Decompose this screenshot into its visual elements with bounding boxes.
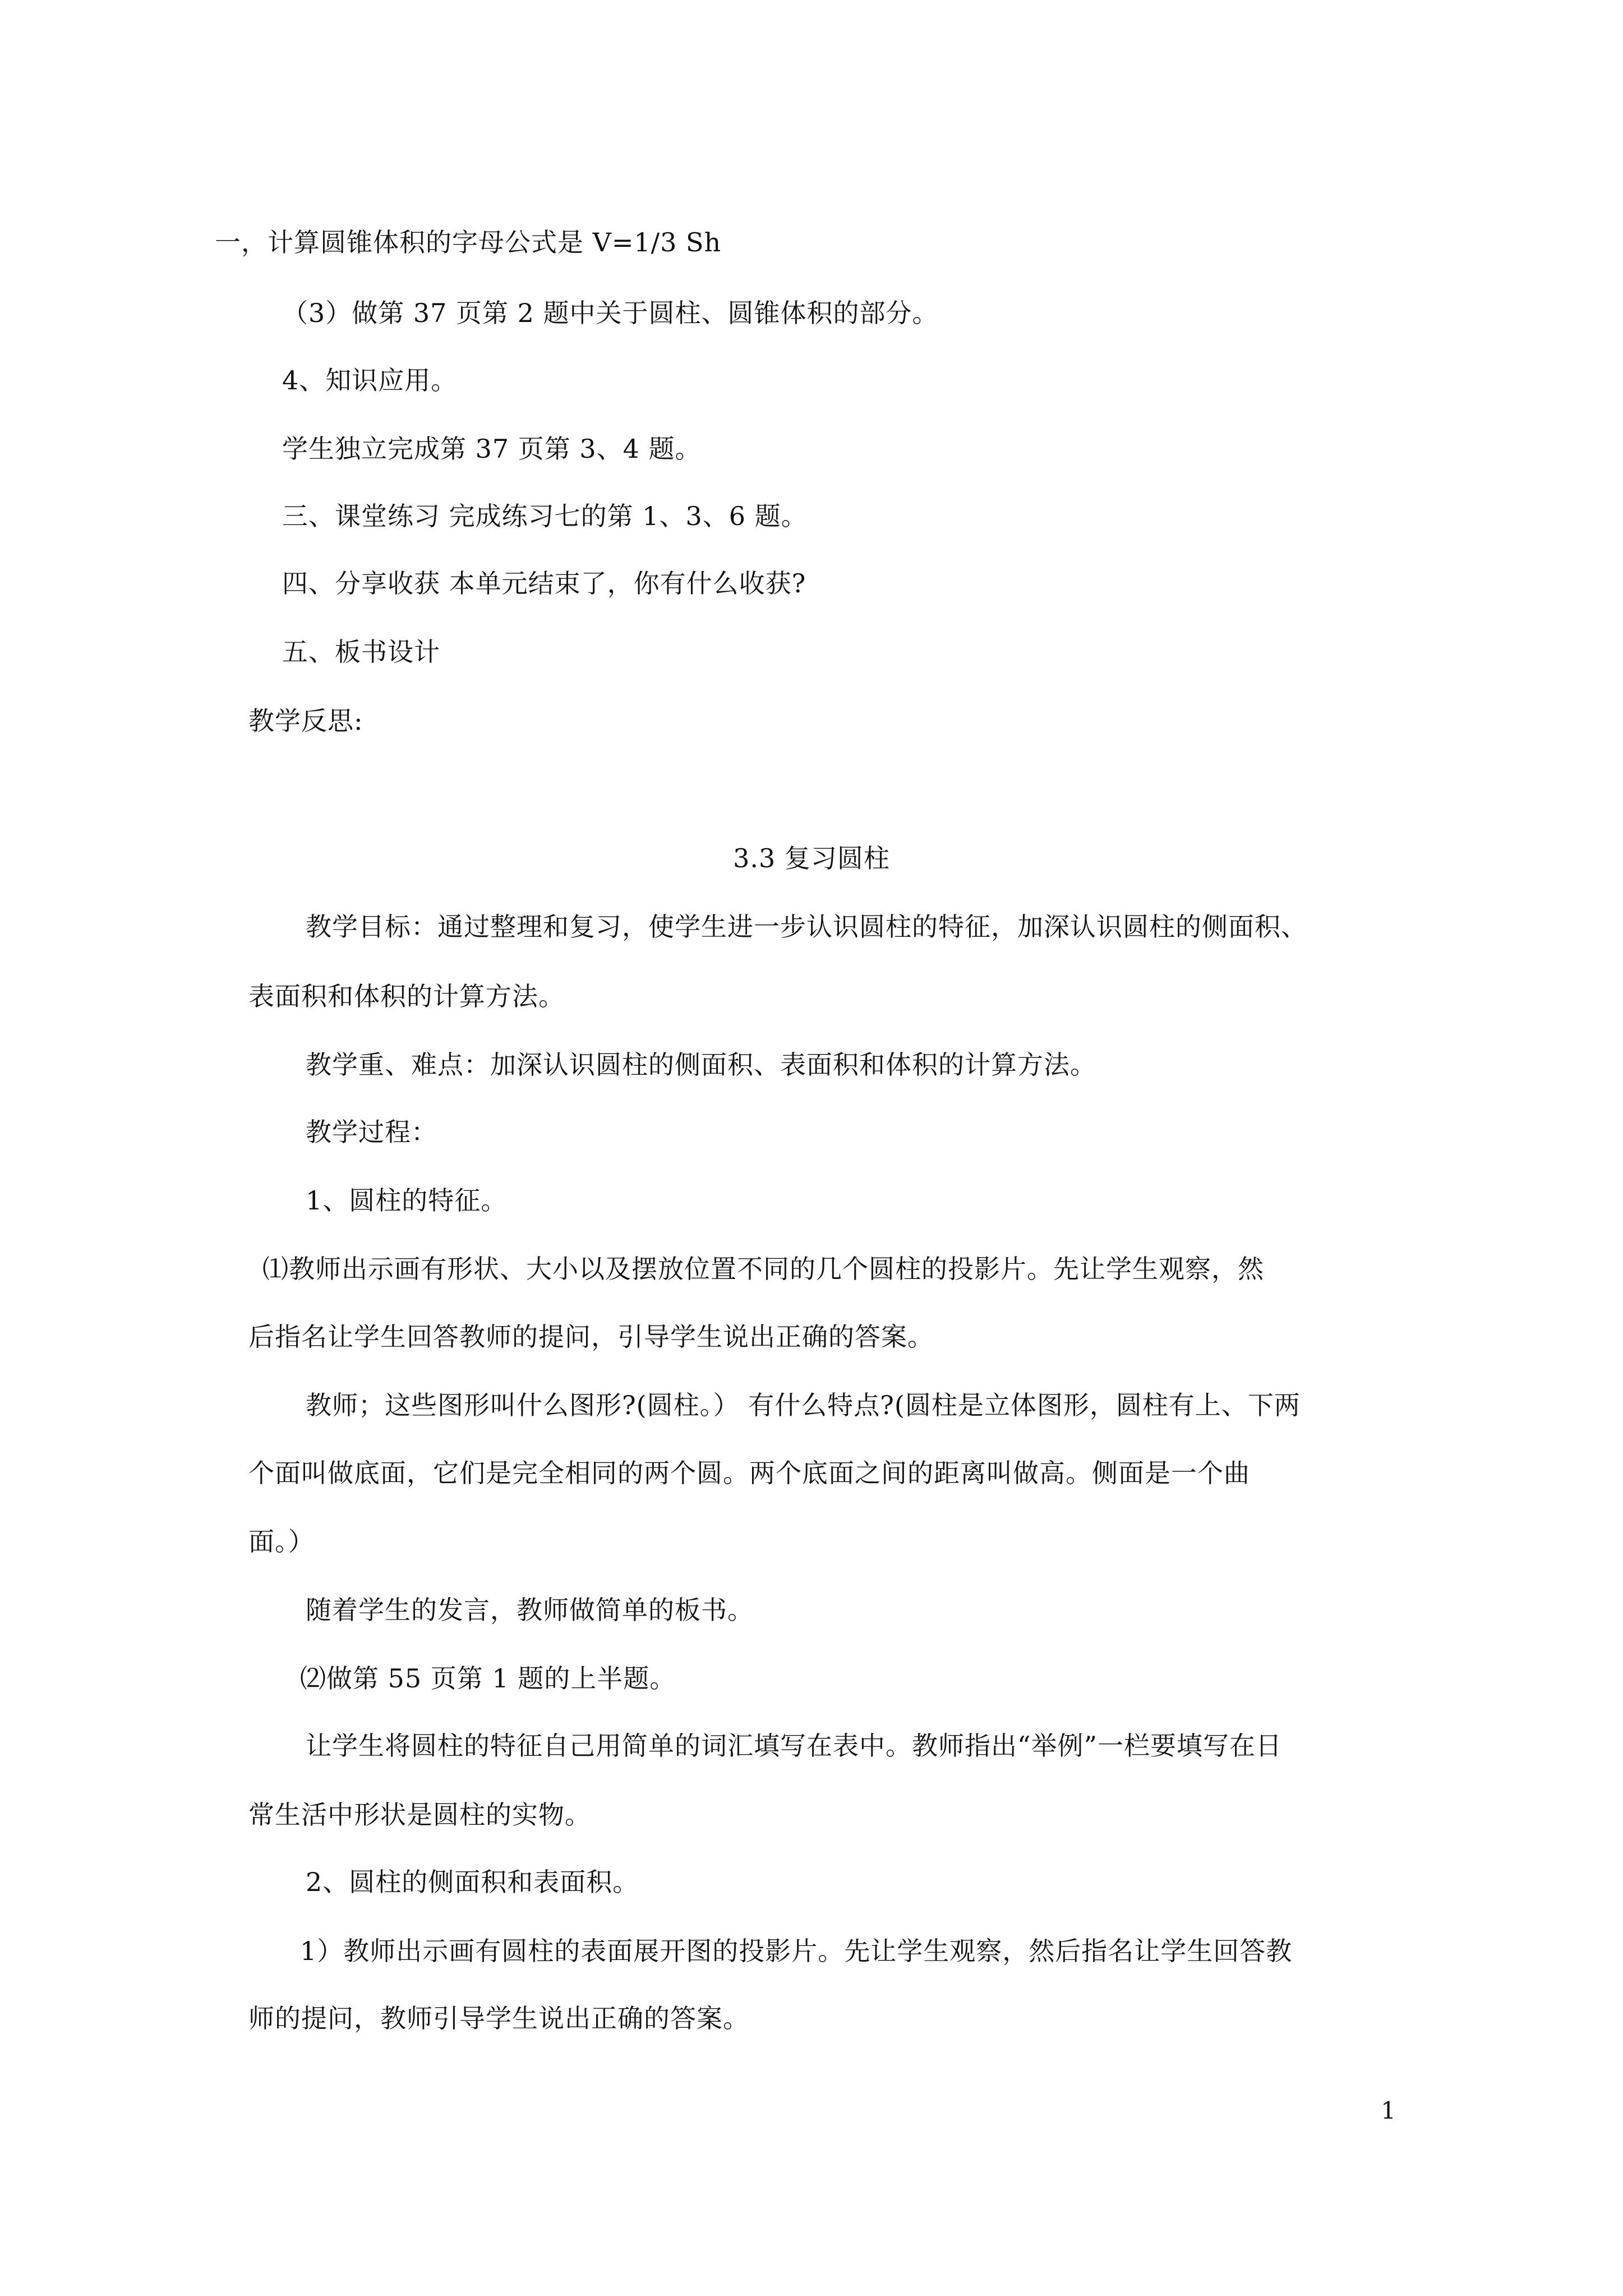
- text-line: 后指名让学生回答教师的提问，引导学生说出正确的答案。: [248, 1322, 934, 1352]
- section-title: 3.3 复习圆柱: [733, 843, 890, 873]
- text-line: 常生活中形状是圆柱的实物。: [248, 1800, 591, 1830]
- text-line: 随着学生的发言，教师做简单的板书。: [306, 1595, 754, 1625]
- page-number: 1: [1381, 2097, 1396, 2124]
- text-line: 2、圆柱的侧面积和表面积。: [306, 1867, 639, 1897]
- text-line: 师的提问，教师引导学生说出正确的答案。: [248, 2003, 749, 2033]
- text-line: 让学生将圆柱的特征自己用简单的词汇填写在表中。教师指出“举例”一栏要填写在日: [306, 1731, 1283, 1761]
- text-line: 五、板书设计: [282, 637, 440, 667]
- text-line: 教学重、难点：加深认识圆柱的侧面积、表面积和体积的计算方法。: [306, 1050, 1096, 1080]
- text-line: 4、知识应用。: [282, 365, 458, 395]
- text-line: 四、分享收获 本单元结束了，你有什么收获?: [282, 568, 806, 599]
- text-line: 三、课堂练习 完成练习七的第 1、3、6 题。: [282, 501, 808, 531]
- text-line: 面。）: [248, 1526, 315, 1557]
- text-line: ⑵做第 55 页第 1 题的上半题。: [300, 1663, 676, 1694]
- text-line: 教学反思:: [248, 706, 363, 736]
- text-line: 表面积和体积的计算方法。: [248, 981, 565, 1011]
- text-line: 一，计算圆锥体积的字母公式是 V=1/3 Sh: [215, 227, 722, 257]
- text-line: 教学目标：通过整理和复习，使学生进一步认识圆柱的特征，加深认识圆柱的侧面积、: [306, 912, 1307, 942]
- text-line: （3）做第 37 页第 2 题中关于圆柱、圆锥体积的部分。: [282, 298, 939, 328]
- text-line: ⑴教师出示画有形状、大小以及摆放位置不同的几个圆柱的投影片。先让学生观察，然: [262, 1254, 1264, 1284]
- text-line: 教学过程：: [306, 1117, 437, 1147]
- text-line: 学生独立完成第 37 页第 3、4 题。: [282, 434, 702, 464]
- text-line: 个面叫做底面，它们是完全相同的两个圆。两个底面之间的距离叫做高。侧面是一个曲: [248, 1458, 1250, 1488]
- text-line: 1）教师出示画有圆柱的表面展开图的投影片。先让学生观察，然后指名让学生回答教: [300, 1936, 1293, 1966]
- text-line: 1、圆柱的特征。: [306, 1185, 508, 1216]
- text-line: 教师；这些图形叫什么图形?(圆柱。） 有什么特点?(圆柱是立体图形，圆柱有上、下两: [306, 1390, 1301, 1420]
